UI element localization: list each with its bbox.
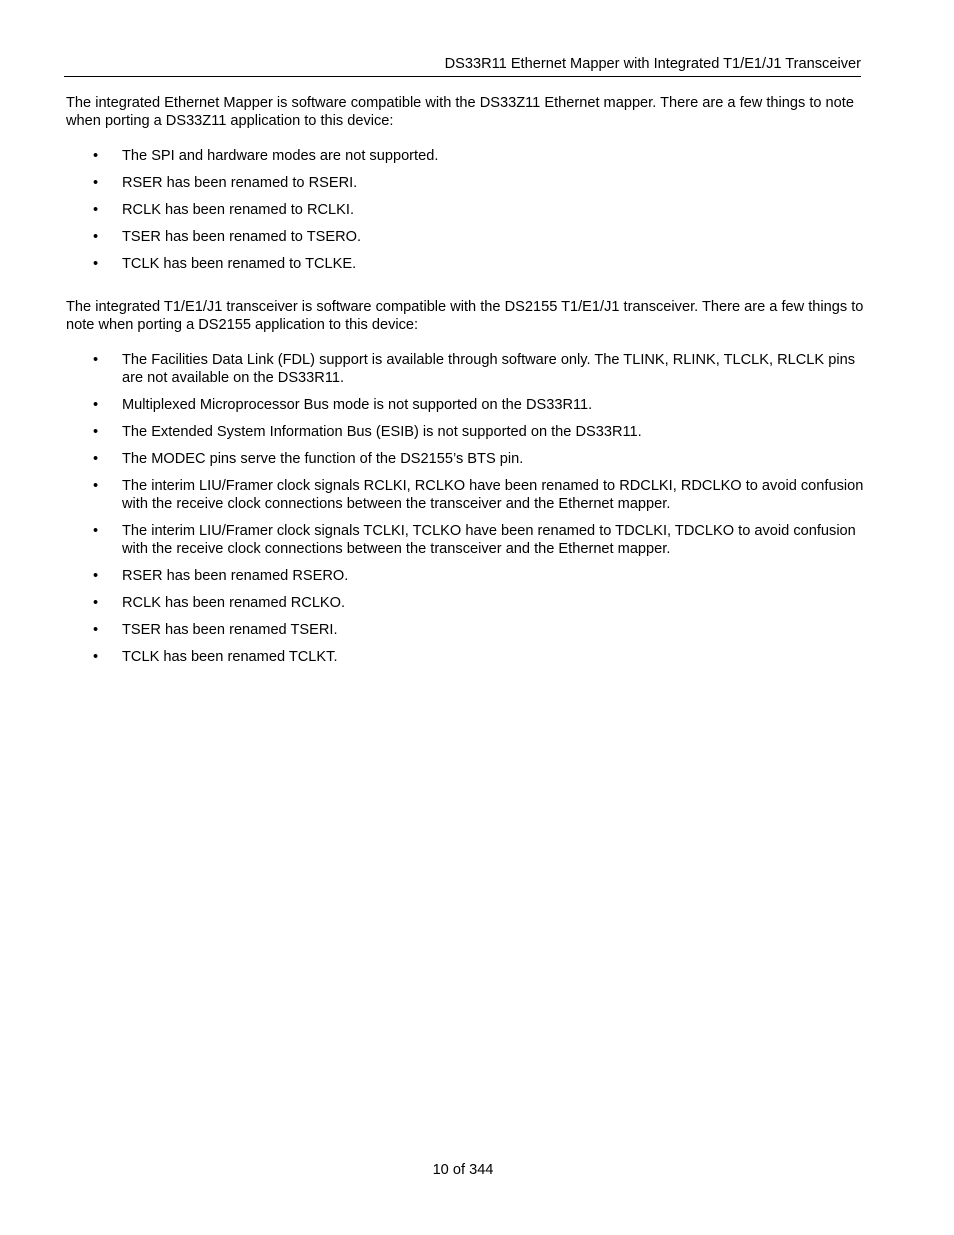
bullet-icon: • xyxy=(93,397,99,413)
list-item xyxy=(66,648,866,666)
list-item-text: The interim LIU/Framer clock signals TCLKI, TCLKO have been renamed to TDCLKI, TDCLKO to avoid confusion with the receive clock connections between the transceiver and the Ethernet mapper. xyxy=(122,523,856,557)
list-item-text: Multiplexed Microprocessor Bus mode is not supported on the DS33R11. xyxy=(122,397,593,413)
bullet-icon: • xyxy=(93,478,99,494)
list-item-text: TCLK has been renamed TCLKT. xyxy=(122,649,338,665)
bullet-icon: • xyxy=(93,451,99,467)
ethernet-mapper-intro: The integrated Ethernet Mapper is software compatible with the DS33Z11 Ethernet mapper. There are a few things to note when porting a DS33Z11 application to this device: xyxy=(66,95,854,129)
bullet-icon: • xyxy=(93,229,99,245)
list-item-text: RSER has been renamed to RSERI. xyxy=(122,175,358,191)
header-title: DS33R11 Ethernet Mapper with Integrated T1/E1/J1 Transceiver xyxy=(444,56,861,72)
page-footer xyxy=(0,1161,926,1179)
bullet-icon: • xyxy=(93,175,99,191)
list-item-text: TSER has been renamed to TSERO. xyxy=(122,229,362,245)
list-item-text: The SPI and hardware modes are not supported. xyxy=(122,148,439,164)
list-item-text: RCLK has been renamed to RCLKI. xyxy=(122,202,355,218)
list-item xyxy=(66,567,866,585)
list-item-text: The interim LIU/Framer clock signals RCLKI, RCLKO have been renamed to RDCLKI, RDCLKO to avoid confusion with the receive clock connections between the transceiver and the Ethernet mapper. xyxy=(122,478,864,512)
list-item-text: The MODEC pins serve the function of the DS2155’s BTS pin. xyxy=(122,451,524,467)
bullet-icon: • xyxy=(93,523,99,539)
page-header xyxy=(64,55,861,77)
list-item xyxy=(66,396,866,414)
list-item xyxy=(66,477,866,513)
list-item xyxy=(66,450,866,468)
bullet-icon: • xyxy=(93,202,99,218)
bullet-icon: • xyxy=(93,424,99,440)
transceiver-intro: The integrated T1/E1/J1 transceiver is software compatible with the DS2155 T1/E1/J1 transceiver. There are a few things to note when porting a DS2155 application to this device: xyxy=(66,299,864,333)
transceiver-notes-list xyxy=(66,351,866,666)
list-item xyxy=(66,147,866,165)
list-item-text: TSER has been renamed TSERI. xyxy=(122,622,338,638)
bullet-icon: • xyxy=(93,256,99,272)
bullet-icon: • xyxy=(93,595,99,611)
list-item xyxy=(66,174,866,192)
list-item xyxy=(66,594,866,612)
bullet-icon: • xyxy=(93,568,99,584)
ethernet-mapper-notes-list xyxy=(66,147,866,273)
page-number: 10 of 344 xyxy=(432,1162,494,1178)
list-item-text: The Facilities Data Link (FDL) support is available through software only. The TLINK, RLINK, TLCLK, RLCLK pins are not available on the DS33R11. xyxy=(122,352,855,386)
list-item xyxy=(66,351,866,387)
list-item-text: TCLK has been renamed to TCLKE. xyxy=(122,256,357,272)
list-item xyxy=(66,423,866,441)
list-item xyxy=(66,522,866,558)
list-item xyxy=(66,201,866,219)
list-item xyxy=(66,621,866,639)
document-body xyxy=(66,94,866,666)
list-item-text: RSER has been renamed RSERO. xyxy=(122,568,349,584)
bullet-icon: • xyxy=(93,148,99,164)
list-item xyxy=(66,228,866,246)
bullet-icon: • xyxy=(93,352,99,368)
bullet-icon: • xyxy=(93,649,99,665)
list-item-text: The Extended System Information Bus (ESIB) is not supported on the DS33R11. xyxy=(122,424,642,440)
bullet-icon: • xyxy=(93,622,99,638)
list-item xyxy=(66,255,866,273)
list-item-text: RCLK has been renamed RCLKO. xyxy=(122,595,346,611)
